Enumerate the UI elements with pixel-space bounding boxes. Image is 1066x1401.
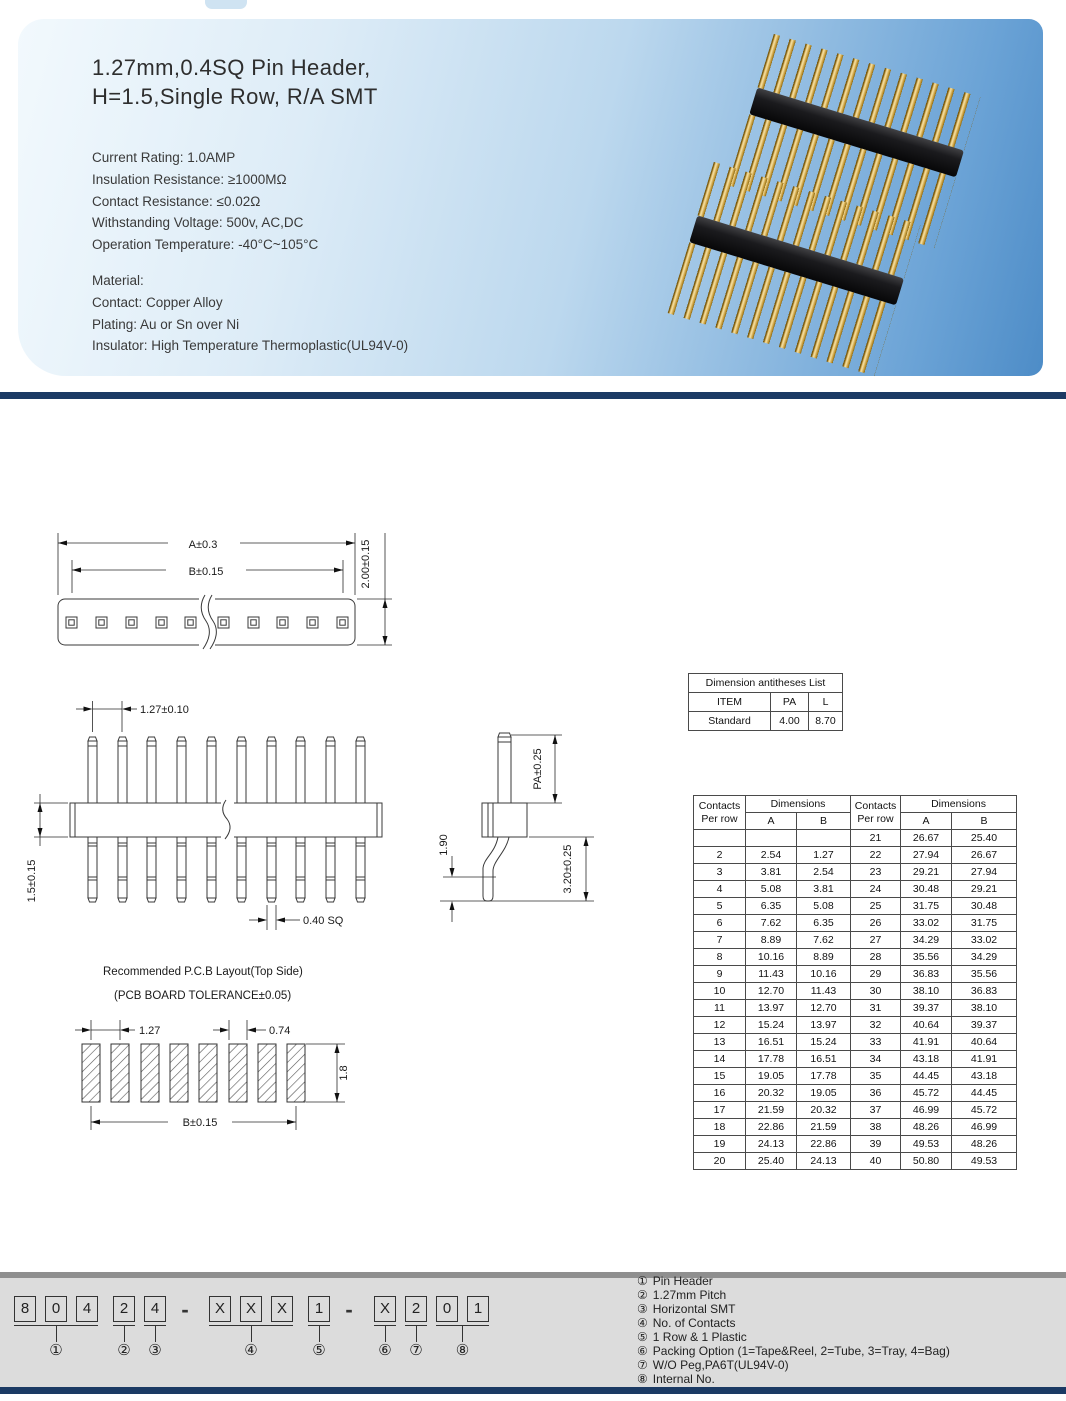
legend-ref-number: ⑦	[637, 1358, 648, 1372]
spec-line: Operation Temperature: -40°C~105°C	[92, 237, 319, 253]
header-contacts-left: Contacts Per row	[694, 796, 746, 830]
table-row: 3 3.81 2.54 23 29.21 27.94	[694, 864, 1017, 881]
table-row: 18 22.86 21.59 38 48.26 46.99	[694, 1119, 1017, 1136]
part-number-box: 1	[467, 1296, 489, 1322]
bottom-separator-line	[0, 1387, 1066, 1394]
segment-stem	[416, 1326, 417, 1342]
segment-ref-number: ①	[49, 1341, 63, 1359]
col-pa: PA	[771, 693, 809, 712]
part-number-box: X	[374, 1296, 396, 1322]
legend-text: Internal No.	[652, 1372, 715, 1386]
table-row: 6 7.62 6.35 26 33.02 31.75	[694, 915, 1017, 932]
spec-line: Insulation Resistance: ≥1000MΩ	[92, 171, 287, 187]
dim-label-tail: 3.20±0.25	[562, 844, 574, 894]
hero-panel	[18, 19, 1043, 376]
part-number-box: 2	[405, 1296, 427, 1322]
product-title-line2: H=1.5,Single Row, R/A SMT	[92, 84, 378, 109]
drawing-pcb-layout	[60, 1015, 390, 1140]
segment-ref-number: ⑦	[409, 1341, 423, 1359]
segment-stem	[319, 1326, 320, 1342]
material-line: Insulator: High Temperature Thermoplastic(UL94V-0)	[92, 338, 409, 354]
legend-text: Pin Header	[652, 1274, 713, 1288]
dim-label-pad-width: 0.74	[269, 1025, 291, 1037]
dim-label-pcb-pitch: 1.27	[139, 1025, 161, 1037]
table-row: 4 5.08 3.81 24 30.48 29.21	[694, 881, 1017, 898]
part-number-box: 0	[45, 1296, 67, 1322]
col-item: ITEM	[689, 693, 771, 712]
segment-ref-number: ⑧	[455, 1341, 470, 1359]
legend-item	[637, 1331, 950, 1344]
dim-label-pitch: 1.27±0.10	[140, 704, 189, 716]
part-number-segment	[144, 1296, 166, 1358]
dims-table-body	[694, 830, 1017, 1170]
dim-label-a: A±0.3	[188, 539, 218, 551]
part-number-box: 4	[76, 1296, 98, 1322]
legend-item	[637, 1345, 950, 1358]
table-row: 13 16.51 15.24 33 41.91 40.64	[694, 1034, 1017, 1051]
segment-stem	[124, 1326, 125, 1342]
dim-label-pad-height: 1.8	[338, 1065, 350, 1081]
pcb-layout-subtitle: (PCB BOARD TOLERANCE±0.05)	[114, 990, 292, 1002]
table-row: 17 21.59 20.32 37 46.99 45.72	[694, 1102, 1017, 1119]
dim-label-b: B±0.15	[188, 566, 224, 578]
drawing-side-view	[430, 692, 665, 952]
dim-label-pa: PA±0.25	[532, 748, 544, 790]
part-number-box: X	[209, 1296, 231, 1322]
dim-label-height: 2.00±0.15	[360, 539, 372, 589]
top-separator-line	[0, 392, 1066, 399]
table-row: 16 20.32 19.05 36 45.72 44.45	[694, 1085, 1017, 1102]
legend-ref-number: ②	[637, 1288, 648, 1302]
header-dimensions-right: Dimensions	[901, 796, 1017, 813]
legend-item	[637, 1275, 950, 1288]
pcb-layout-title: Recommended P.C.B Layout(Top Side)	[103, 966, 303, 978]
legend-item	[637, 1373, 950, 1386]
part-number-segment	[209, 1296, 293, 1358]
part-number-segment	[374, 1296, 396, 1358]
part-number-box: 4	[144, 1296, 166, 1322]
page-top-tab	[205, 0, 247, 9]
material-title: Material:	[92, 273, 144, 288]
antitheses-table-title: Dimension antitheses List	[689, 674, 843, 693]
spec-line: Current Rating: 1.0AMP	[92, 150, 236, 165]
legend-item	[637, 1289, 950, 1302]
part-number-segment	[308, 1296, 330, 1358]
segment-ref-number: ④	[244, 1341, 258, 1359]
part-number-box: 1	[308, 1296, 330, 1322]
dim-label-square: 0.40 SQ	[303, 915, 344, 927]
legend-ref-number: ⑧	[637, 1372, 648, 1386]
legend-text: W/O Peg,PA6T(UL94V-0)	[652, 1358, 789, 1372]
product-title	[92, 53, 378, 111]
legend-item	[637, 1359, 950, 1372]
table-row: 19 24.13 22.86 39 49.53 48.26	[694, 1136, 1017, 1153]
segment-stem	[155, 1326, 156, 1342]
legend-text: 1 Row & 1 Plastic	[652, 1330, 747, 1344]
part-number-legend	[637, 1275, 950, 1387]
table-row: 9 11.43 10.16 29 36.83 35.56	[694, 966, 1017, 983]
dimensions-table: Contacts Per row Dimensions Contacts Per row Dimensions A B A B 21 26.67 25.40 2 2.54 1.27 22 27.94 26.67 3 3.81 2.54 23 29.21 27.94 4 5.08 3.81 24 30.48 29.21 5 6.35 5.08 25 31.75 30.48 6 7.62 6.35 26 33.02 31.75 7 8.89 7.62 27 34.29 33.02 8 10.16 8.89 28 35.56 34.29 9 11.43 10.16 29 36.83 35.56 10 12.70 11.43 30 38.10 36.83 11 13.97 12.70 31 39.37 38.10 12 15.24 13.97 32 40.64 39.37 13 16.51 15.24 33 41.91 40.64 14 17.78 16.51 34 43.18 41.91 15 19.05 17.78 35 44.45 43.18 16 20.32 19.05 36 45.72 44.45 17 21.59 20.32 37 46.99 45.72 18 22.86 21.59 38 48.26 46.99 19 24.13 22.86 39 49.53 48.26 20 25.40 24.13 40 50.80 49.53	[693, 795, 1017, 1170]
segment-stem	[385, 1326, 386, 1342]
table-row: Standard 4.00 8.70	[689, 712, 843, 731]
material-list	[92, 270, 408, 357]
spec-line: Contact Resistance: ≤0.02Ω	[92, 193, 261, 209]
header-contacts-right: Contacts Per row	[851, 796, 901, 830]
table-row: 20 25.40 24.13 40 50.80 49.53	[694, 1153, 1017, 1170]
dim-label-body-height: 1.5±0.15	[26, 859, 38, 903]
drawing-front-view	[25, 692, 455, 937]
material-line: Plating: Au or Sn over Ni	[92, 316, 240, 332]
table-row: 8 10.16 8.89 28 35.56 34.29	[694, 949, 1017, 966]
part-number-segment	[436, 1296, 489, 1358]
part-number-box: 2	[113, 1296, 135, 1322]
part-number-box: X	[271, 1296, 293, 1322]
legend-text: 1.27mm Pitch	[652, 1288, 727, 1302]
part-number-dash: -	[181, 1297, 189, 1322]
table-row: 7 8.89 7.62 27 34.29 33.02	[694, 932, 1017, 949]
legend-ref-number: ④	[637, 1316, 648, 1330]
segment-stem	[462, 1326, 463, 1342]
part-number-box: 0	[436, 1296, 458, 1322]
table-row: 14 17.78 16.51 34 43.18 41.91	[694, 1051, 1017, 1068]
legend-item	[637, 1317, 950, 1330]
drawing-top-view	[30, 505, 440, 670]
part-number-segment	[405, 1296, 427, 1358]
table-row: 2 2.54 1.27 22 27.94 26.67	[694, 847, 1017, 864]
segment-stem	[56, 1326, 57, 1342]
legend-ref-number: ⑥	[637, 1344, 648, 1358]
legend-ref-number: ③	[637, 1302, 648, 1316]
col-l: L	[809, 693, 843, 712]
table-row: 10 12.70 11.43 30 38.10 36.83	[694, 983, 1017, 1000]
part-number-box: X	[240, 1296, 262, 1322]
product-title-line1: 1.27mm,0.4SQ Pin Header,	[92, 55, 371, 80]
spec-list	[92, 147, 318, 256]
legend-text: No. of Contacts	[652, 1316, 736, 1330]
part-number-box: 8	[14, 1296, 36, 1322]
legend-ref-number: ①	[637, 1274, 648, 1288]
segment-ref-number: ③	[148, 1341, 162, 1359]
legend-item	[637, 1303, 950, 1316]
spec-line: Withstanding Voltage: 500v, AC,DC	[92, 215, 304, 231]
table-row: 15 19.05 17.78 35 44.45 43.18	[694, 1068, 1017, 1085]
dim-label-pcb-b: B±0.15	[182, 1117, 218, 1129]
part-number-dash: -	[345, 1297, 353, 1322]
part-number-segment	[14, 1296, 98, 1358]
table-row: 5 6.35 5.08 25 31.75 30.48	[694, 898, 1017, 915]
legend-text: Packing Option (1=Tape&Reel, 2=Tube, 3=Tray, 4=Bag)	[652, 1344, 950, 1358]
segment-ref-number: ⑤	[312, 1341, 326, 1359]
table-row: 11 13.97 12.70 31 39.37 38.10	[694, 1000, 1017, 1017]
antitheses-table	[688, 673, 843, 731]
header-dimensions-left: Dimensions	[746, 796, 851, 813]
table-row: 12 15.24 13.97 32 40.64 39.37	[694, 1017, 1017, 1034]
table-row: 21 26.67 25.40	[694, 830, 1017, 847]
dim-label-bend: 1.90	[438, 834, 450, 856]
segment-ref-number: ②	[117, 1341, 131, 1359]
material-lines	[92, 292, 408, 357]
part-number-segment	[113, 1296, 135, 1358]
segment-ref-number: ⑥	[378, 1341, 392, 1359]
legend-ref-number: ⑤	[637, 1330, 648, 1344]
segment-stem	[251, 1326, 252, 1342]
legend-text: Horizontal SMT	[652, 1302, 736, 1316]
material-line: Contact: Copper Alloy	[92, 294, 223, 310]
